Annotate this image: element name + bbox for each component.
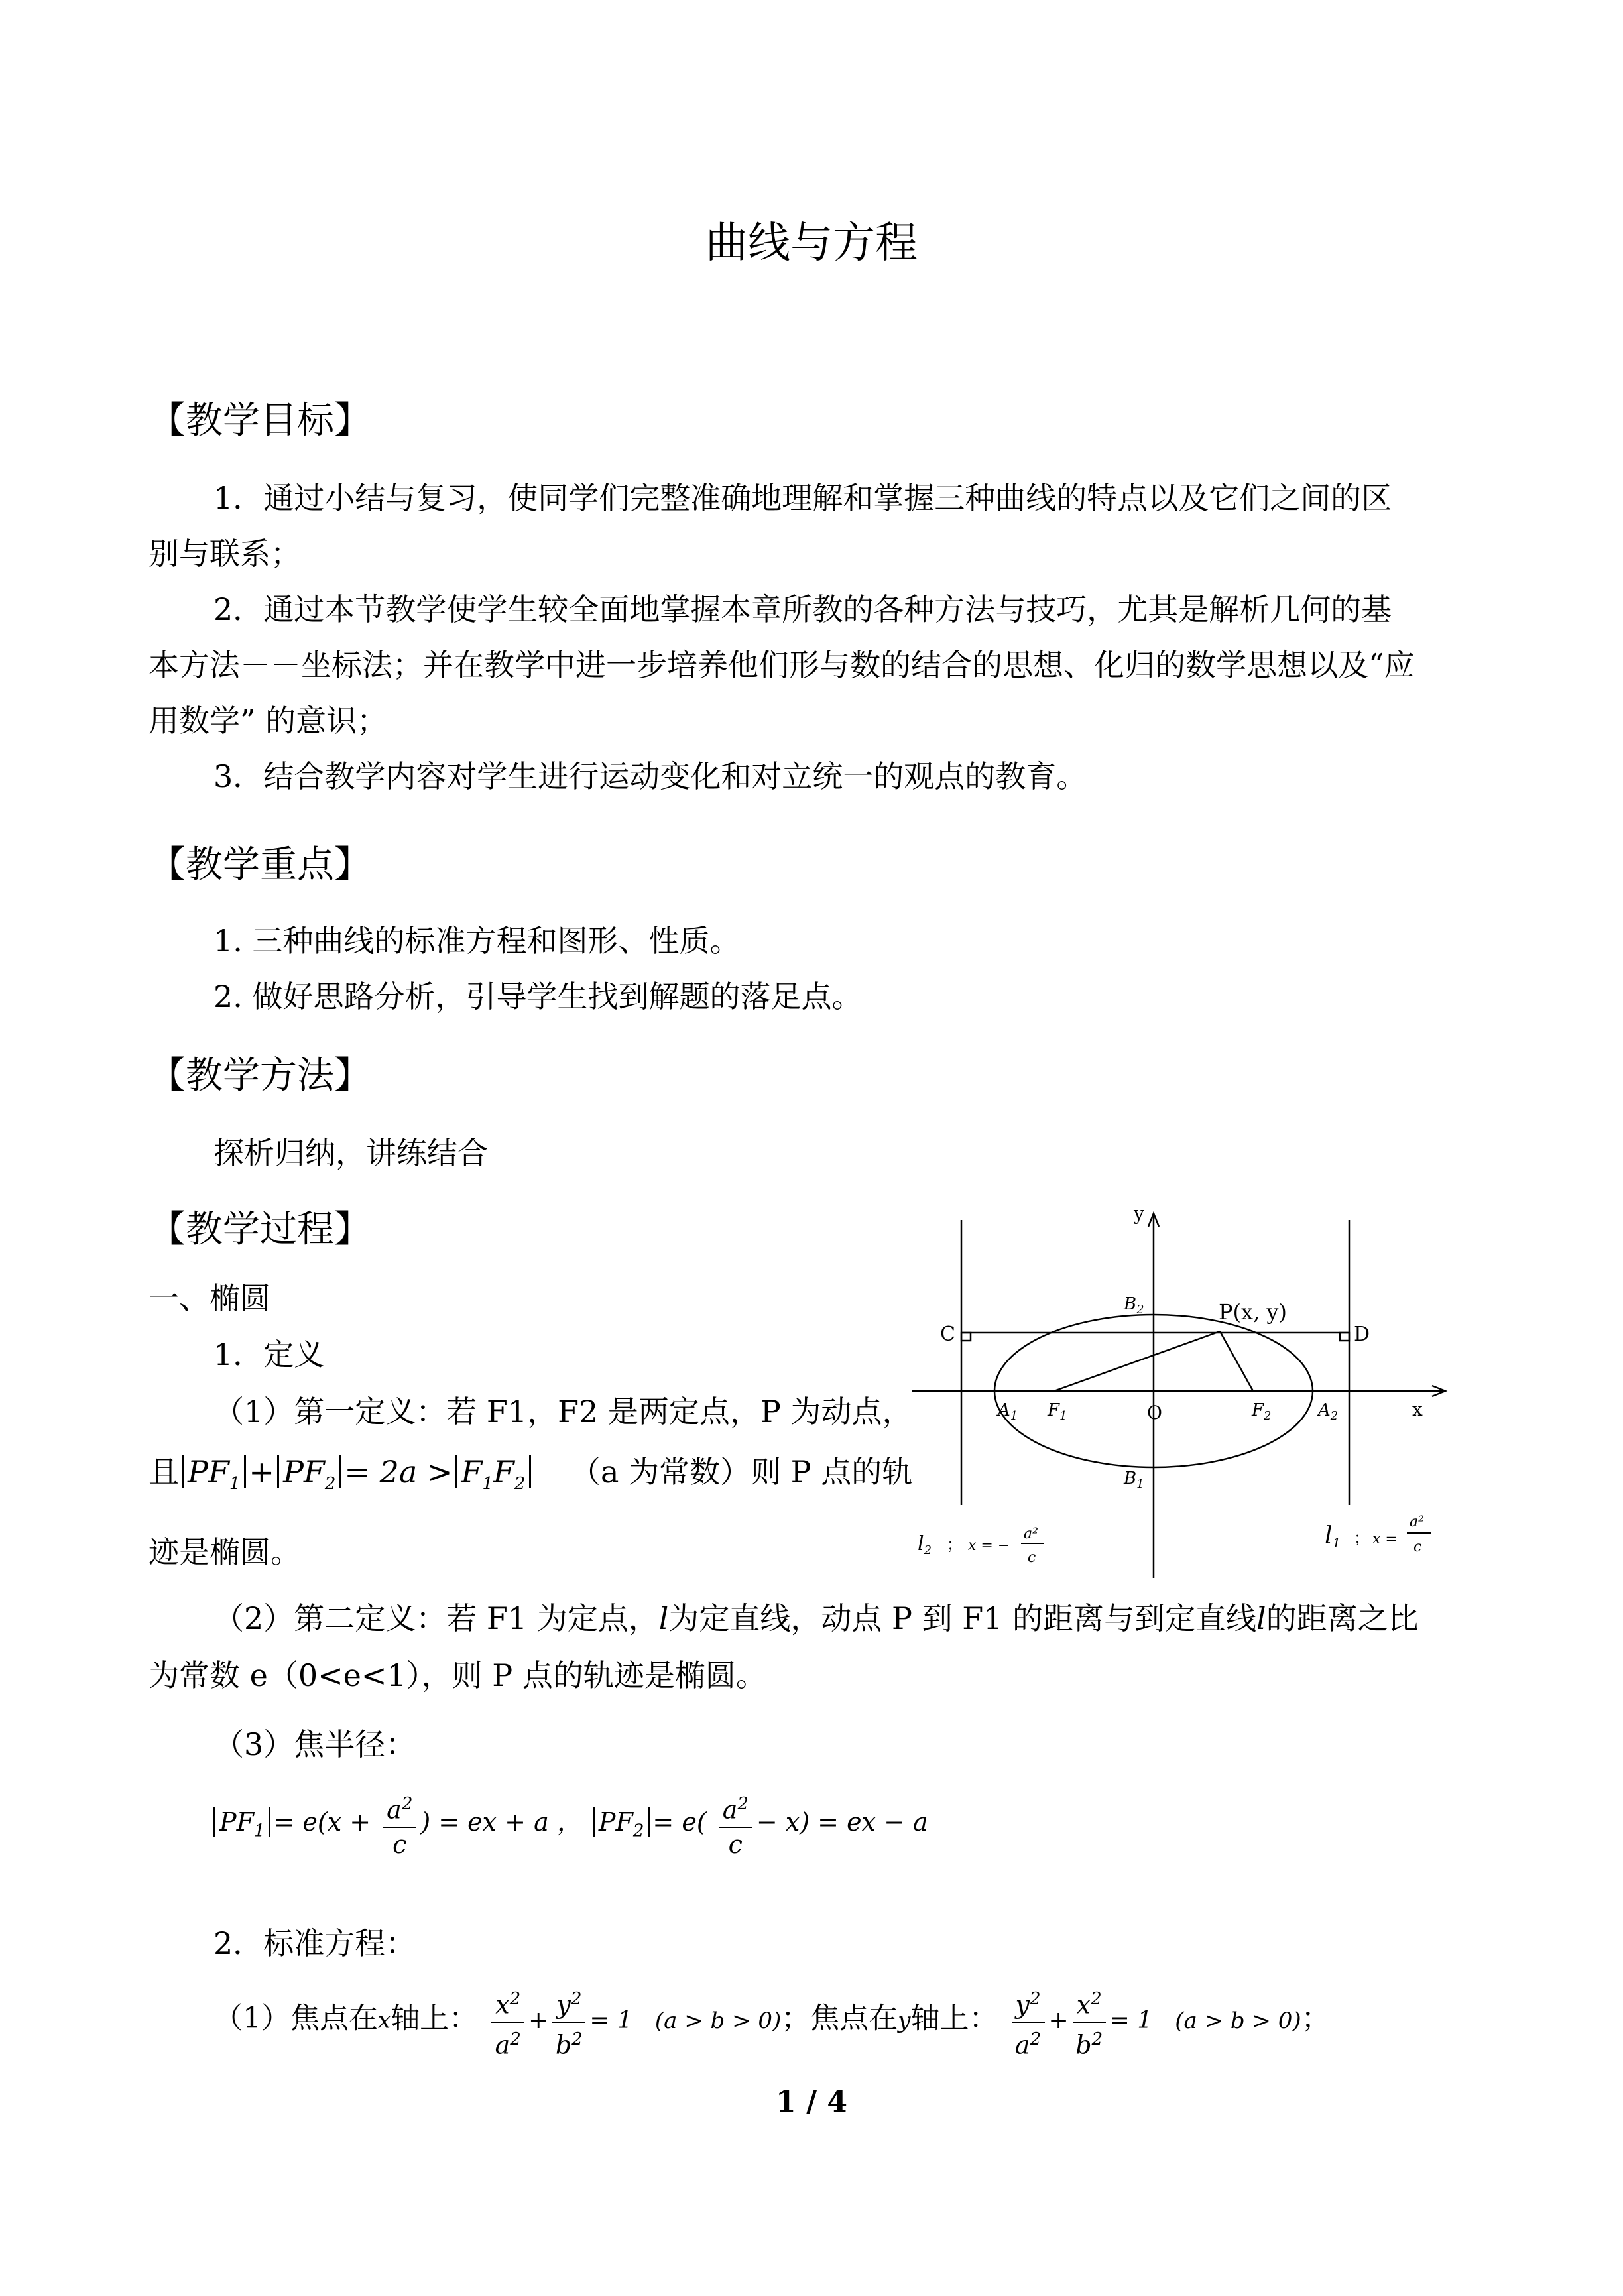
def2-text-a: （2）第二定义：若 F1 为定点， (213, 1601, 659, 1636)
goals-heading: 【教学目标】 (149, 399, 371, 442)
std-eq-y: y (898, 2007, 911, 2034)
def1-line1: （1）第一定义：若 F1，F2 是两定点，P 为动点， (213, 1394, 913, 1429)
std-eq-mid2: 轴上： (910, 2001, 998, 2035)
focal-radius-title: （3）焦半径： (213, 1726, 416, 1762)
std-eq-x: x (378, 2007, 391, 2034)
pf2-line (1220, 1331, 1253, 1391)
page-title: 曲线与方程 (705, 219, 918, 268)
l1-label: l1 (1325, 1522, 1341, 1551)
def2-l-symbol: l (658, 1601, 669, 1636)
origin-label: O (1147, 1402, 1162, 1423)
ellipse-title: 一、椭圆 (149, 1280, 270, 1316)
def1-line3: 迹是椭圆。 (149, 1534, 301, 1570)
std-eq-end: ； (1301, 2001, 1331, 2035)
f2-label: $F_2$ (1252, 1400, 1272, 1423)
pf1-line (1054, 1331, 1220, 1391)
methods-heading: 【教学方法】 (149, 1054, 371, 1097)
point-c-label: C (940, 1323, 955, 1346)
point-p-label: P(x, y) (1219, 1299, 1287, 1325)
goals-item2-line1: 2．通过本节教学使学生较全面地掌握本章所教的各种方法与技巧，尤其是解析几何的基 (213, 591, 1392, 627)
def2-line1 (213, 1603, 1419, 1634)
def1-line2 (149, 1453, 913, 1494)
def1-prefix: 且 (149, 1454, 179, 1490)
l1-equation: x = (1372, 1531, 1398, 1547)
def2-l-symbol-2: l (1256, 1601, 1266, 1636)
std-eq-prefix: （1）焦点在 (213, 2001, 378, 2035)
std-eq-sep: ；焦点在 (781, 2001, 898, 2035)
right-angle-d (1340, 1333, 1349, 1341)
l2-equation: x = − (968, 1538, 1010, 1554)
x-axis-label: x (1412, 1398, 1423, 1420)
def2-text-b: 为定直线，动点 P 到 F1 的距离与到定直线 (668, 1601, 1257, 1636)
goals-item3: 3．结合教学内容对学生进行运动变化和对立统一的观点的教育。 (213, 758, 1087, 794)
def2-text-c: 的距离之比 (1266, 1601, 1419, 1636)
def1-formula: $PF_1 + PF_2 = 2a > F_1F_2$ (179, 1454, 534, 1490)
l2-colon: ； (947, 1536, 963, 1554)
def1-suffix: （a 为常数）则 P 点的轨 (570, 1454, 913, 1490)
goals-item1-line1: 1．通过小结与复习，使同学们完整准确地理解和掌握三种曲线的特点以及它们之间的区 (213, 480, 1392, 516)
goals-item2-line3: 用数学” 的意识； (149, 703, 388, 739)
l2-frac-num: a² (1024, 1526, 1038, 1542)
ellipse-diagram (908, 1193, 1459, 1578)
std-eq-x-formula: $\frac{x^2}{a^2}$ + $\frac{y^2}{b^2}$ = 1 (487, 2007, 632, 2034)
b2-label: $B_2$ (1124, 1294, 1144, 1317)
focal-radius-formula: $PF_1 = e(x$ + $\frac{a^2}{c}$ ) = ex + a ， $PF_2 = e$( $\frac{a^2}{c}$ − x) = ex − a (211, 1790, 928, 1858)
std-eq-cond-1: (a > b > 0) (654, 2007, 782, 2034)
page-number: 1 / 4 (776, 2085, 847, 2119)
process-heading: 【教学过程】 (149, 1208, 371, 1251)
std-eq-line (213, 1985, 1331, 2059)
l1-frac-den: c (1413, 1539, 1422, 1555)
goals-item2-line2: 本方法－－坐标法；并在教学中进一步培养他们形与数的结合的思想、化归的数学思想以及“应 (149, 647, 1415, 683)
l2-label: $l_2$ (918, 1532, 932, 1557)
b1-label: $B_1$ (1124, 1469, 1144, 1491)
def2-line2: 为常数 e（0<e<1），则 P 点的轨迹是椭圆。 (149, 1658, 766, 1693)
std-eq-cond-2: (a > b > 0) (1175, 2007, 1301, 2034)
right-angle-c (961, 1333, 971, 1341)
key-points-heading: 【教学重点】 (149, 843, 371, 886)
methods-text: 探析归纳，讲练结合 (213, 1135, 488, 1171)
key-points-item2: 2. 做好思路分析，引导学生找到解题的落足点。 (213, 979, 863, 1014)
std-eq-mid1: 轴上： (391, 2001, 479, 2035)
key-points-item1: 1. 三种曲线的标准方程和图形、性质。 (213, 923, 741, 959)
l1-colon: ； (1354, 1529, 1370, 1547)
std-eq-title: 2．标准方程： (213, 1925, 416, 1961)
a1-label: $A_1$ (998, 1400, 1018, 1423)
std-eq-y-formula: $\frac{y^2}{a^2}$ + $\frac{x^2}{b^2}$ = 1 (1008, 2007, 1153, 2034)
definition-title: 1．定义 (213, 1337, 325, 1372)
goals-item1-line2: 别与联系； (149, 536, 301, 572)
a2-label: $A_2$ (1318, 1400, 1339, 1423)
l2-frac-den: c (1028, 1549, 1036, 1566)
y-axis-label: y (1134, 1203, 1144, 1225)
l1-frac-num: a² (1410, 1514, 1424, 1530)
point-d-label: D (1354, 1323, 1370, 1346)
f1-label: $F_1$ (1048, 1400, 1067, 1423)
